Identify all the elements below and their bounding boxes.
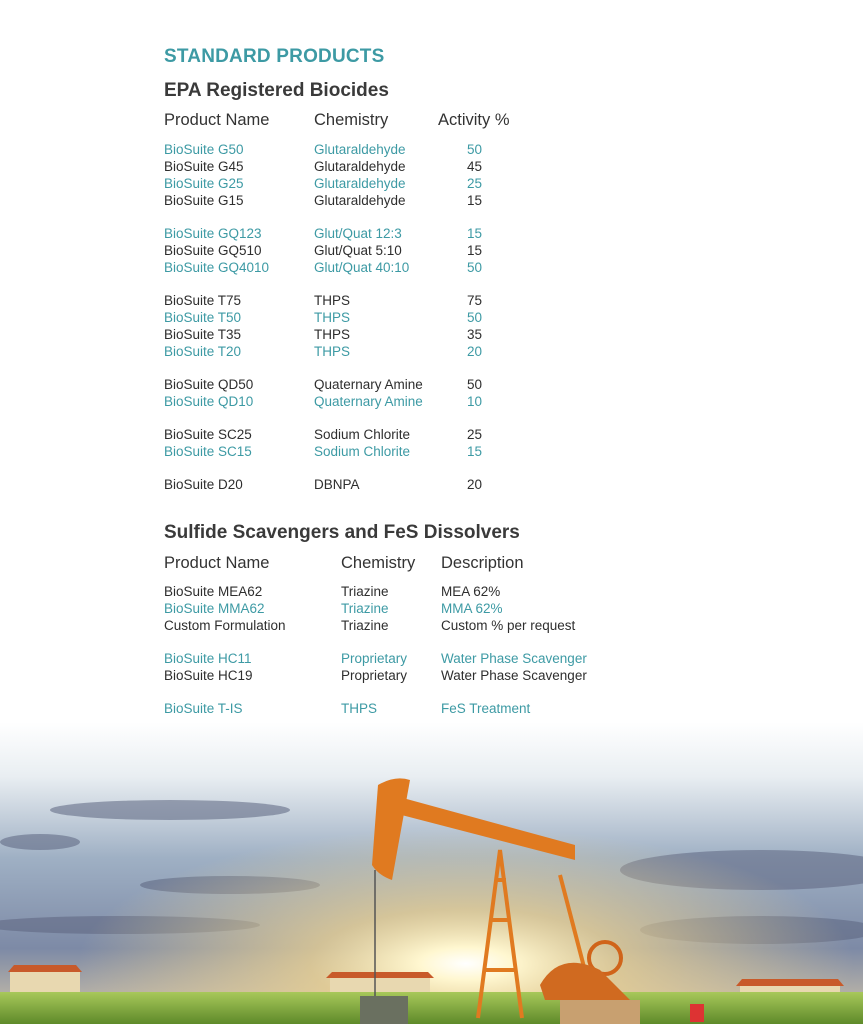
product-name-cell: BioSuite G15 [164, 193, 244, 208]
biocides-header-chemistry: Chemistry [314, 111, 389, 129]
product-name-cell: BioSuite T20 [164, 344, 242, 359]
product-name-cell: BioSuite SC15 [164, 444, 252, 459]
product-name-cell: BioSuite G45 [164, 159, 244, 174]
chemistry-cell: Glut/Quat 40:10 [314, 260, 410, 275]
chemistry-cell: Glut/Quat 5:10 [314, 243, 402, 258]
page-title: STANDARD PRODUCTS [164, 46, 385, 67]
grass-field [0, 992, 863, 1024]
table-row [164, 600, 624, 617]
table-row [164, 667, 624, 684]
chemistry-cell: Sodium Chlorite [314, 427, 411, 442]
table-row [164, 141, 584, 158]
activity-cell: 75 [467, 293, 483, 308]
activity-cell: 10 [467, 394, 483, 409]
description-cell: Water Phase Scavenger [441, 651, 587, 666]
table-row [164, 175, 584, 192]
chemistry-cell: Sodium Chlorite [314, 444, 411, 459]
chemistry-cell: Glutaraldehyde [314, 193, 406, 208]
product-name-cell: BioSuite G25 [164, 176, 244, 191]
table-row [164, 700, 624, 717]
activity-cell: 15 [467, 444, 483, 459]
scavengers-title: Sulfide Scavengers and FeS Dissolvers [164, 522, 520, 543]
activity-cell: 20 [467, 344, 483, 359]
product-name-cell: BioSuite HC19 [164, 668, 253, 683]
description-cell: FeS Treatment [441, 701, 531, 716]
chemistry-cell: THPS [314, 310, 351, 325]
table-row [164, 426, 584, 443]
description-cell: Water Phase Scavenger [441, 668, 587, 683]
scavengers-header-chemistry: Chemistry [341, 554, 416, 572]
product-name-cell: BioSuite HC11 [164, 651, 252, 666]
activity-cell: 35 [467, 327, 483, 342]
table-row [164, 192, 584, 209]
table-row [164, 617, 624, 634]
chemistry-cell: THPS [341, 701, 378, 716]
chemistry-cell: THPS [314, 293, 351, 308]
product-name-cell: BioSuite T75 [164, 293, 242, 308]
product-name-cell: BioSuite T-IS [164, 701, 243, 716]
product-name-cell: BioSuite GQ510 [164, 243, 262, 258]
activity-cell: 50 [467, 260, 483, 275]
chemistry-cell: Proprietary [341, 668, 408, 683]
biocides-header-product: Product Name [164, 111, 270, 129]
activity-cell: 20 [467, 477, 483, 492]
product-name-cell: BioSuite G50 [164, 142, 244, 157]
product-name-cell: BioSuite SC25 [164, 427, 252, 442]
activity-cell: 50 [467, 377, 483, 392]
activity-cell: 45 [467, 159, 483, 174]
chemistry-cell: Glutaraldehyde [314, 176, 406, 191]
product-name-cell: BioSuite MMA62 [164, 601, 265, 616]
chemistry-cell: DBNPA [314, 477, 360, 492]
product-name-cell: Custom Formulation [164, 618, 286, 633]
biocides-title: EPA Registered Biocides [164, 80, 389, 101]
table-row [164, 292, 584, 309]
product-name-cell: BioSuite D20 [164, 477, 243, 492]
table-row [164, 393, 584, 410]
chemistry-cell: THPS [314, 327, 351, 342]
table-row [164, 650, 624, 667]
activity-cell: 50 [467, 142, 483, 157]
chemistry-cell: Glut/Quat 12:3 [314, 226, 402, 241]
description-cell: MMA 62% [441, 601, 503, 616]
table-row [164, 225, 584, 242]
activity-cell: 50 [467, 310, 483, 325]
table-row [164, 309, 584, 326]
table-row [164, 376, 584, 393]
scavengers-header-product: Product Name [164, 554, 270, 572]
chemistry-cell: Glutaraldehyde [314, 142, 406, 157]
wellhead-box [360, 996, 408, 1024]
chemistry-cell: THPS [314, 344, 351, 359]
table-row [164, 242, 584, 259]
table-row [164, 583, 624, 600]
table-row [164, 158, 584, 175]
product-name-cell: BioSuite GQ123 [164, 226, 262, 241]
table-row [164, 259, 584, 276]
chemistry-cell: Quaternary Amine [314, 377, 423, 392]
chemistry-cell: Proprietary [341, 651, 408, 666]
description-cell: Custom % per request [441, 618, 576, 633]
table-row [164, 343, 584, 360]
sun-glow [0, 722, 863, 1024]
activity-cell: 15 [467, 243, 483, 258]
description-cell: MEA 62% [441, 584, 501, 599]
red-marker [690, 1004, 704, 1022]
chemistry-cell: Triazine [341, 601, 389, 616]
table-row [164, 443, 584, 460]
product-name-cell: BioSuite QD10 [164, 394, 254, 409]
product-name-cell: BioSuite QD50 [164, 377, 254, 392]
chemistry-cell: Quaternary Amine [314, 394, 423, 409]
chemistry-cell: Triazine [341, 584, 389, 599]
product-name-cell: BioSuite T50 [164, 310, 242, 325]
scavengers-header-description: Description [441, 554, 524, 572]
biocides-header-activity: Activity % [438, 111, 510, 129]
product-name-cell: BioSuite MEA62 [164, 584, 263, 599]
oil-pumpjack-sunset-image [0, 722, 863, 1024]
product-name-cell: BioSuite GQ4010 [164, 260, 270, 275]
chemistry-cell: Glutaraldehyde [314, 159, 406, 174]
base-platform [560, 1000, 640, 1024]
product-name-cell: BioSuite T35 [164, 327, 242, 342]
table-row [164, 476, 584, 493]
activity-cell: 15 [467, 193, 483, 208]
activity-cell: 25 [467, 176, 483, 191]
chemistry-cell: Triazine [341, 618, 389, 633]
activity-cell: 15 [467, 226, 483, 241]
activity-cell: 25 [467, 427, 483, 442]
table-row [164, 326, 584, 343]
